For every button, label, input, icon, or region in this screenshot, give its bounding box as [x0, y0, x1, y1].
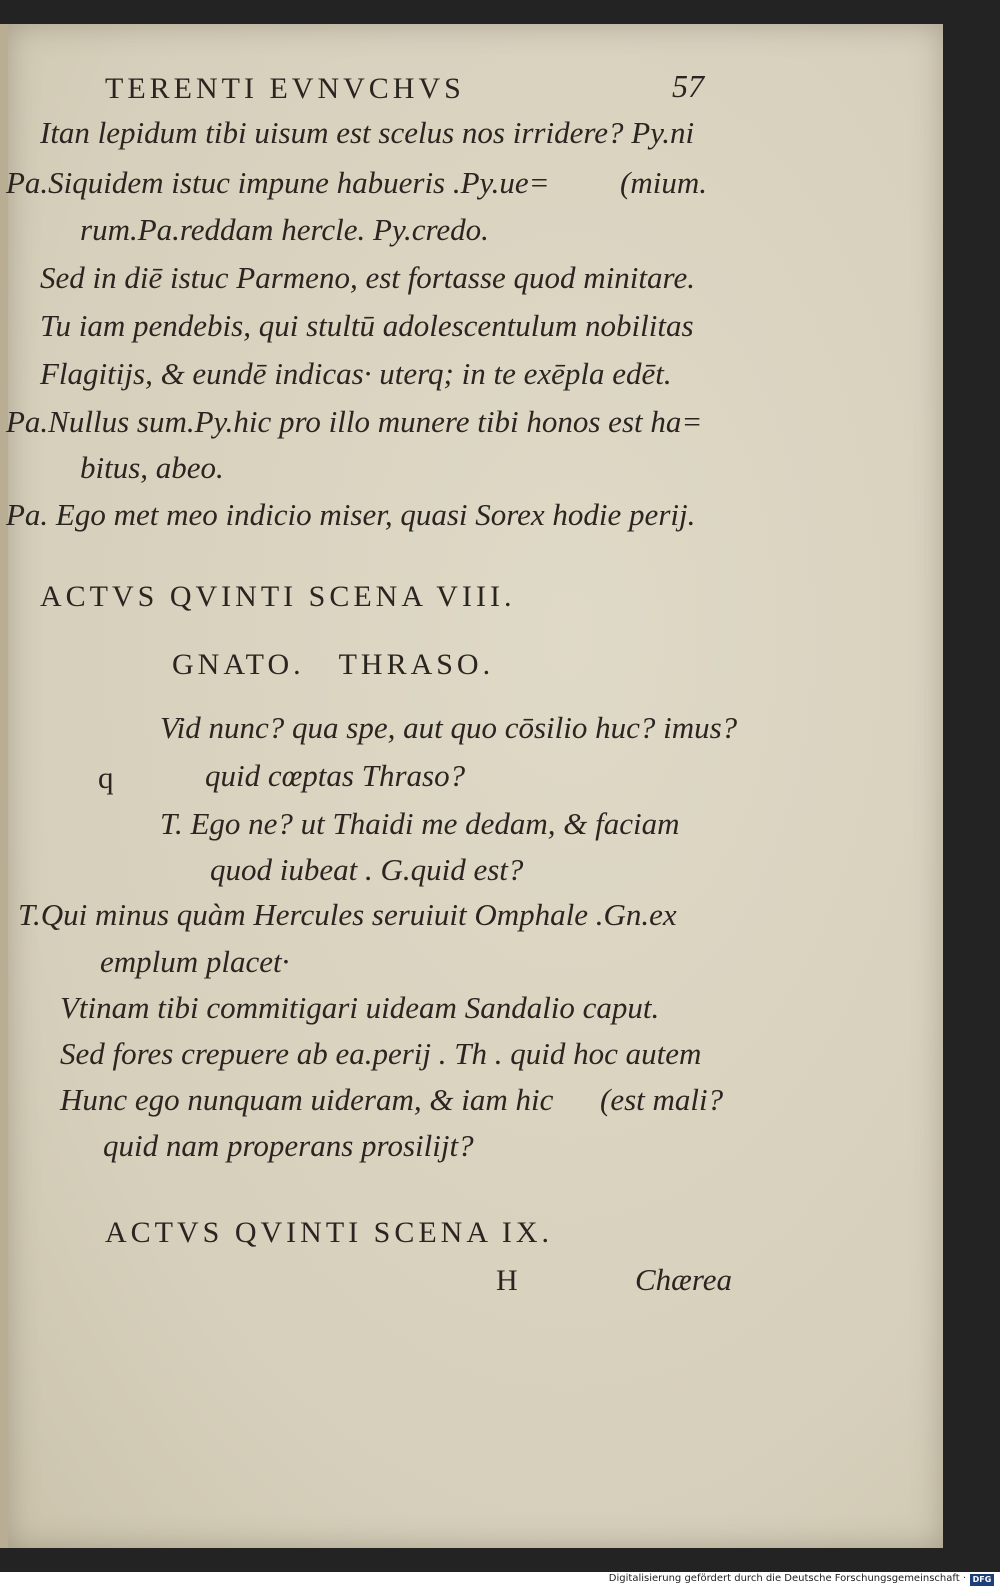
text-line: quod iubeat . G.quid est?: [210, 852, 524, 887]
book-page: [8, 24, 943, 1548]
text-line: quid cœptas Thraso?: [205, 758, 466, 793]
text-line: Itan lepidum tibi uisum est scelus nos irridere? Py.ni: [40, 115, 695, 150]
running-title: TERENTI EVNVCHVS: [105, 72, 465, 105]
scene-heading: ACTVS QVINTI SCENA IX.: [105, 1216, 553, 1249]
dfg-logo-icon: DFG: [970, 1574, 994, 1586]
text-line: Pa.Nullus sum.Py.hic pro illo munere tibi honos est ha=: [6, 404, 703, 439]
text-line: T. Ego ne? ut Thaidi me dedam, & faciam: [160, 806, 680, 841]
page-number: 57: [672, 68, 704, 104]
scene-characters: GNATO. THRASO.: [172, 648, 495, 681]
text-line: bitus, abeo.: [80, 450, 224, 485]
text-line: Hunc ego nunquam uideram, & iam hic: [60, 1082, 554, 1117]
footer-bar: [0, 1572, 1000, 1588]
text-line: (est mali?: [600, 1082, 724, 1117]
text-line: rum.Pa.reddam hercle. Py.credo.: [80, 212, 489, 247]
text-line: Sed fores crepuere ab ea.perij . Th . quid hoc autem: [60, 1036, 702, 1071]
text-line: Pa.Siquidem istuc impune habueris .Py.ue=: [6, 165, 550, 200]
margin-marker: q: [98, 760, 114, 795]
footer-credit: Digitalisierung gefördert durch die Deutsche Forschungsgemeinschaft ·: [608, 1573, 966, 1584]
text-line: emplum placet·: [100, 944, 290, 979]
text-line: T.Qui minus quàm Hercules seruiuit Omphale .Gn.ex: [18, 897, 677, 932]
text-line: Vid nunc? qua spe, aut quo cōsilio huc? imus?: [160, 710, 738, 745]
text-line: Tu iam pendebis, qui stultū adolescentulum nobilitas: [40, 308, 694, 343]
text-line: Pa. Ego met meo indicio miser, quasi Sorex hodie perij.: [6, 497, 696, 532]
scene-heading: ACTVS QVINTI SCENA VIII.: [40, 580, 516, 613]
text-line: Flagitijs, & eundē indicas· uterq; in te exēpla edēt.: [40, 356, 672, 391]
text-line: quid nam properans prosilijt?: [103, 1128, 474, 1163]
text-line: Vtinam tibi commitigari uideam Sandalio caput.: [60, 990, 660, 1025]
text-line: (mium.: [620, 165, 707, 200]
signature-mark: H: [496, 1264, 518, 1297]
catchword: Chærea: [635, 1262, 733, 1297]
text-line: Sed in diē istuc Parmeno, est fortasse quod minitare.: [40, 260, 695, 295]
